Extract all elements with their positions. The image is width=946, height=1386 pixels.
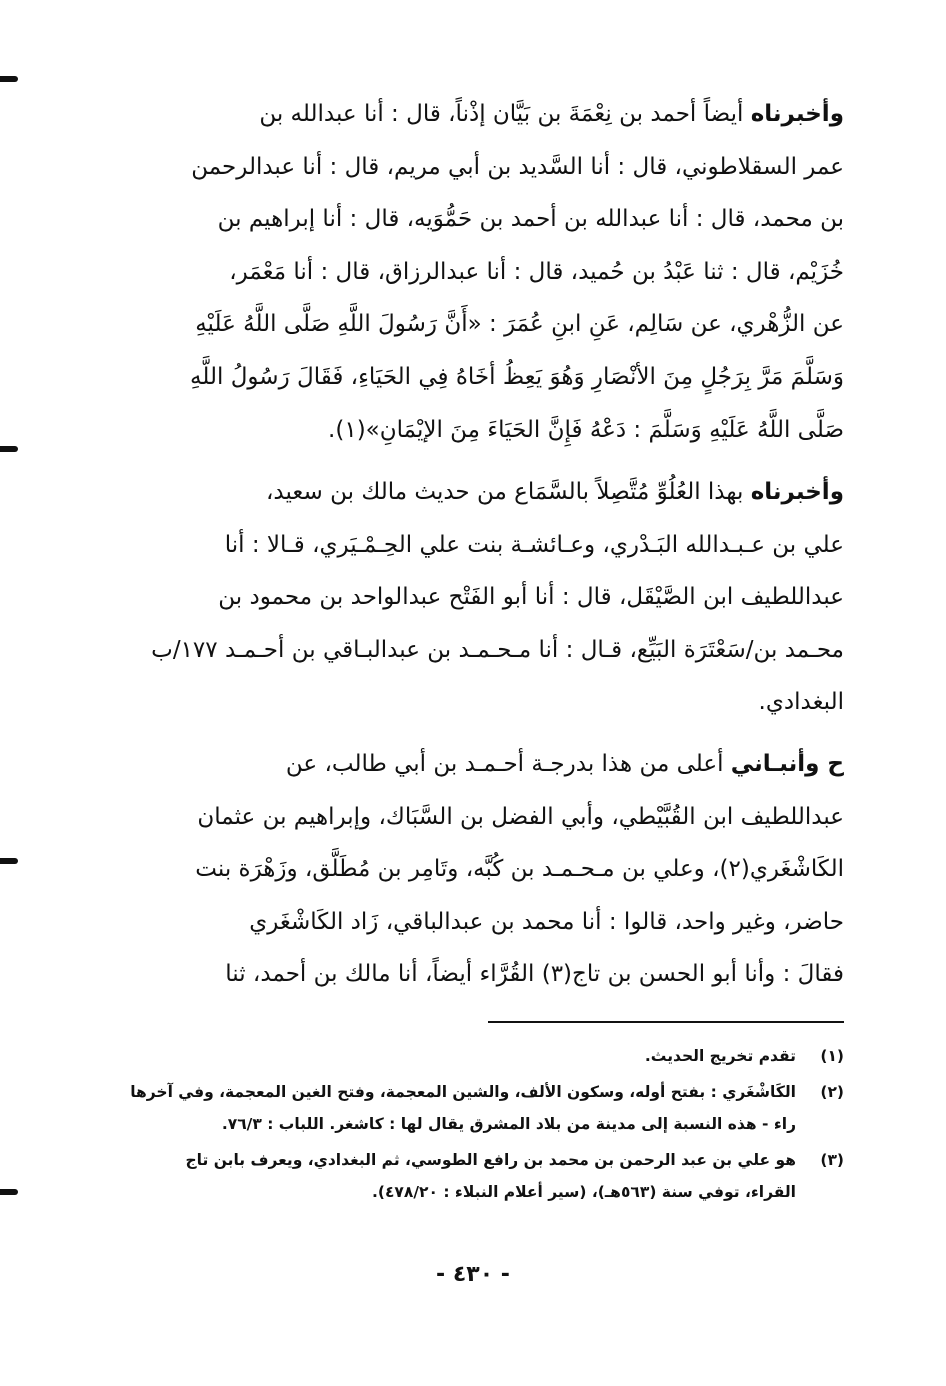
margin-mark	[0, 1189, 18, 1195]
paragraph-line: خُزَيْم، قال : ثنا عَبْدُ بن حُميد، قال : أنا عبدالرزاق، قال : أنا مَعْمَر،	[229, 258, 844, 285]
footnote-line: هو علي بن عبد الرحمن بن محمد بن رافع الطوسي، ثم البغدادي، ويعرف بابن تاج	[185, 1151, 796, 1169]
paragraph-line: علي بن عـبـدالله البَـدْري، وعـائشـة بنت علي الحِـمْـيَري، قـالا : أنا	[224, 531, 844, 558]
paragraph-line: بهذا العُلُوِّ مُتَّصِلاً بالسَّمَاع من حديث مالك بن سعيد،	[266, 479, 751, 505]
footnote-text	[130, 1076, 796, 1140]
paragraph-line: عمر السقلاطوني، قال : أنا السَّديد بن أبي مريم، قال : أنا عبدالرحمن	[191, 153, 844, 180]
paragraph-1	[168, 88, 844, 456]
paragraph-2	[151, 466, 844, 729]
paragraph-line: أيضاً أحمد بن نِعْمَةَ بن بَيَّان إذْناً، قال : أنا عبدالله بن	[259, 101, 751, 127]
footnote-number: (٣)	[820, 1151, 844, 1169]
footnote-text	[168, 1040, 796, 1072]
paragraph-line: البغدادي.	[758, 689, 844, 716]
paragraph-line: عبداللطيف ابن الصَّيْقَل، قال : أنا أبو الفَتْح عبدالواحد بن محمود بن	[218, 584, 844, 611]
footnote-text	[168, 1144, 796, 1208]
paragraph-line: بن محمد، قال : أنا عبدالله بن أحمد بن حَمُّوَيه، قال : أنا إبراهيم بن	[217, 206, 844, 233]
footnote	[168, 1144, 844, 1208]
footnote-line: راء - هذه النسبة إلى مدينة من بلاد المشرق يقال لها : كاشغر. اللباب : ٧٦/٣.	[221, 1115, 796, 1133]
paragraph-lead: ح وأنبـاني	[730, 751, 844, 777]
margin-mark	[0, 76, 18, 82]
footnotes	[130, 1040, 844, 1212]
footnote-line: الكَاشْغَري : بفتح أوله، وسكون الألف، والشين المعجمة، وفتح الغين المعجمة، وفي آخرها	[130, 1083, 796, 1101]
page-number: - ٤٣٠ -	[436, 1262, 510, 1287]
margin-mark	[0, 446, 18, 452]
paragraph-line: عبداللطيف ابن القُبَّيْطي، وأبي الفضل بن السَّبَاك، وإبراهيم بن عثمان	[197, 803, 844, 830]
paragraph-line: فقالَ : وأنا أبو الحسن بن تاج(٣) القُرَّاء أيضاً، أنا مالك بن أحمد، ثنا	[225, 961, 844, 988]
paragraph-line: الكَاشْغَري(٢)، وعلي بن مـحـمـد بن كُبَّه، وتَامِر بن مُطَلَّق، وزَهْرَة بنت	[195, 856, 844, 883]
footnote-separator	[488, 1021, 844, 1023]
footnote	[168, 1040, 844, 1072]
paragraph-3	[168, 738, 844, 1001]
paragraph-lead: وأخبرناه	[750, 479, 844, 505]
footnote-line: تقدم تخريج الحديث.	[644, 1047, 796, 1065]
paragraph-line: وَسَلَّمَ مَرَّ بِرَجُلٍ مِنَ الأنْصَارِ وَهُوَ يَعِظُ أخَاهُ فِي الحَيَاءِ، فَقَالَ رَسُولُ اللَّهِ	[190, 363, 844, 390]
footnote-number: (٢)	[820, 1083, 844, 1101]
paragraph-line: عن الزُّهْري، عن سَالِم، عَنِ ابنِ عُمَرَ : «أَنَّ رَسُولَ اللَّهِ صَلَّى اللَّهُ عَلَيْهِ	[195, 311, 844, 338]
paragraph-line: أعلى من هذا بدرجـة أحـمـد بن أبي طالب، عن	[285, 751, 731, 777]
footnote-number: (١)	[820, 1047, 844, 1065]
paragraph-lead: وأخبرناه	[750, 101, 844, 127]
footnote	[130, 1076, 844, 1140]
margin-mark	[0, 858, 18, 864]
footnote-line: القراء، توفي سنة (٥٦٣هـ)، (سير أعلام النبلاء : ٤٧٨/٢٠).	[371, 1183, 796, 1201]
paragraph-line: محـمد بن/سَعْتَرَة البَيِّع، قـال : أنا مـحـمـد بن عبدالبـاقي بن أحـمـد ١٧٧/ب	[151, 636, 844, 663]
paragraph-line: صَلَّى اللَّهُ عَلَيْهِ وَسَلَّمَ : دَعْهُ فَإِنَّ الحَيَاءَ مِنَ الإيْمَانِ»(١).	[328, 416, 844, 443]
paragraph-line: حاضر، وغير واحد، قالوا : أنا محمد بن عبدالباقي، زَاد الكَاشْغَري	[249, 908, 844, 935]
